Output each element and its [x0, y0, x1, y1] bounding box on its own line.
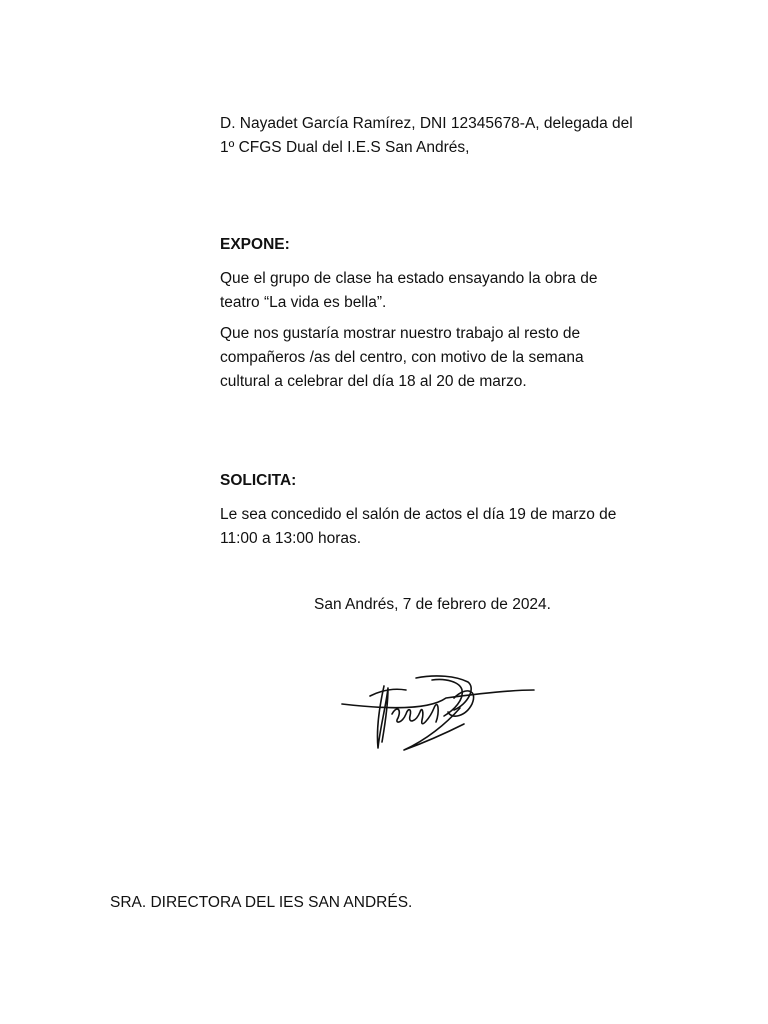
addressee-line: SRA. DIRECTORA DEL IES SAN ANDRÉS. [110, 894, 413, 911]
expone-paragraph [220, 322, 650, 394]
paragraph-line: Que nos gustaría mostrar nuestro trabajo al resto de [220, 325, 581, 342]
signature-stroke [404, 708, 464, 750]
paragraph-line: Que el grupo de clase ha estado ensayando la obra de [220, 270, 598, 287]
sender-line: D. Nayadet García Ramírez, DNI 12345678-A, delegada del [220, 115, 633, 132]
paragraph-line: Le sea concedido el salón de actos el día 19 de marzo de [220, 506, 617, 523]
signature-icon [336, 668, 546, 758]
paragraph-line: cultural a celebrar del día 18 al 20 de marzo. [220, 373, 527, 390]
solicita-paragraph [220, 503, 650, 551]
signature-stroke [377, 686, 388, 748]
date-line: San Andrés, 7 de febrero de 2024. [314, 596, 551, 613]
solicita-heading: SOLICITA: [220, 472, 297, 489]
paragraph-line: compañeros /as del centro, con motivo de la semana [220, 349, 584, 366]
sender-introduction [220, 112, 650, 160]
paragraph-line: 11:00 a 13:00 horas. [220, 530, 362, 547]
expone-paragraph [220, 267, 650, 315]
paragraph-line: teatro “La vida es bella”. [220, 294, 387, 311]
sender-line: 1º CFGS Dual del I.E.S San Andrés, [220, 139, 470, 156]
expone-heading: EXPONE: [220, 236, 290, 253]
